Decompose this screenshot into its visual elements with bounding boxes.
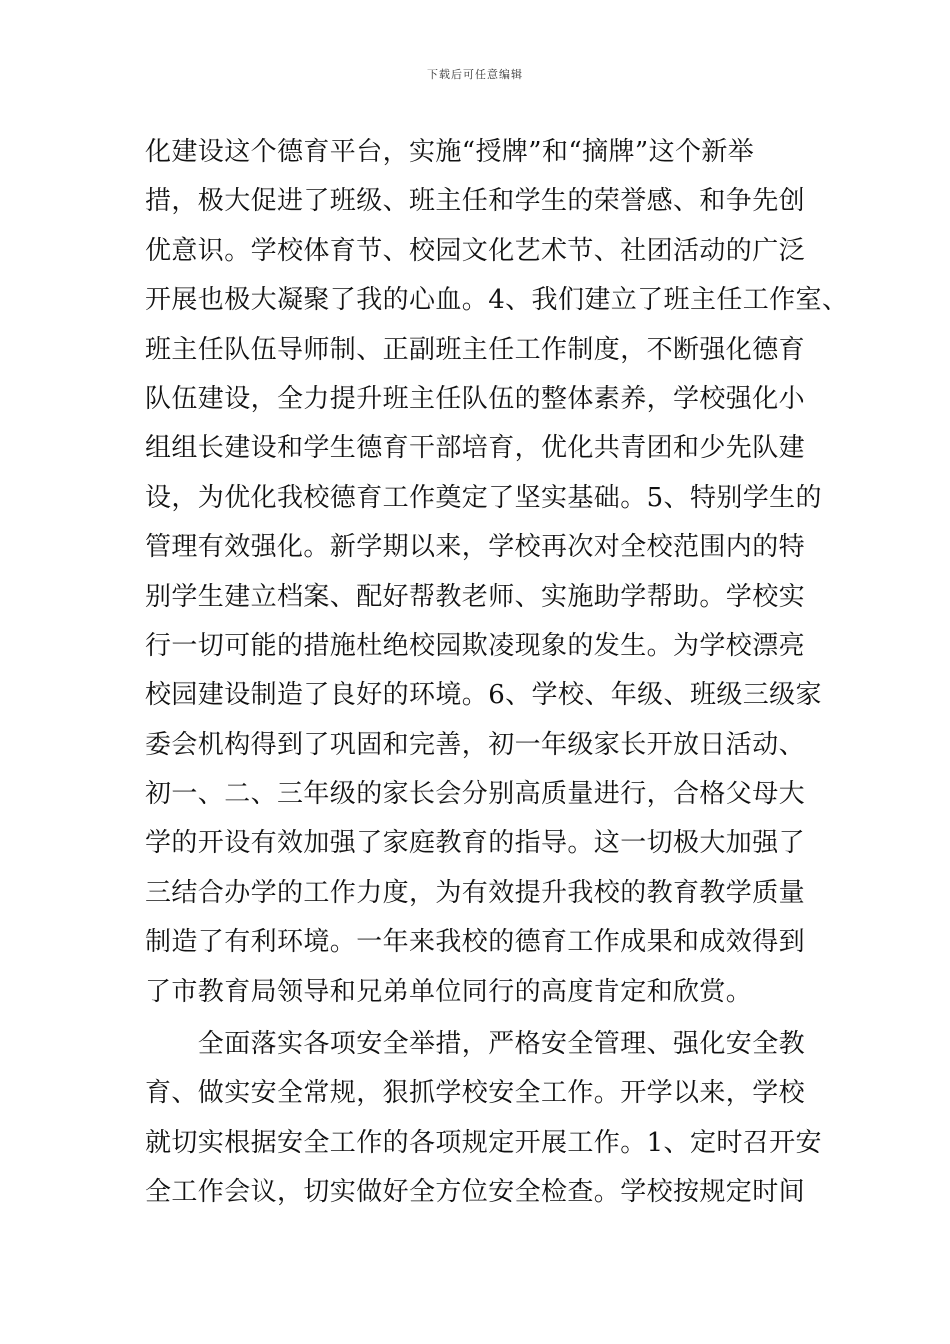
page-header: 下载后可任意编辑 — [427, 68, 523, 81]
text-line: 初一、二、三年级的家长会分别高质量进行，合格父母大 — [145, 779, 806, 810]
text-line: 组组长建设和学生德育干部培育，优化共青团和少先队建 — [145, 433, 806, 464]
text-line: 班主任队伍导师制、正副班主任工作制度，不断强化德育 — [145, 334, 806, 365]
text-line: 管理有效强化。新学期以来，学校再次对全校范围内的特 — [145, 532, 806, 563]
text-line: 三结合办学的工作力度，为有效提升我校的教育教学质量 — [145, 877, 806, 908]
text-line: 全面落实各项安全举措，严格安全管理、强化安全教 — [145, 1029, 806, 1060]
text-line: 育、做实安全常规，狠抓学校安全工作。开学以来，学校 — [145, 1078, 806, 1109]
text-line: 了市教育局领导和兄弟单位同行的高度肯定和欣赏。 — [145, 976, 753, 1007]
text-line: 队伍建设，全力提升班主任队伍的整体素养，学校强化小 — [145, 383, 806, 414]
paragraph-2 — [145, 1020, 825, 1218]
text-line: 开展也极大凝聚了我的心血。4、我们建立了班主任工作室、 — [145, 285, 849, 316]
text-line: 别学生建立档案、配好帮教老师、实施助学帮助。学校实 — [145, 581, 806, 612]
text-line: 全工作会议，切实做好全方位安全检查。学校按规定时间 — [145, 1177, 806, 1208]
text-line: 制造了有利环境。一年来我校的德育工作成果和成效得到 — [145, 927, 806, 958]
text-line: 校园建设制造了良好的环境。6、学校、年级、班级三级家 — [145, 680, 822, 711]
text-line: 委会机构得到了巩固和完善，初一年级家长开放日活动、 — [145, 729, 806, 760]
paragraph-1 — [145, 128, 849, 1017]
text-line: 就切实根据安全工作的各项规定开展工作。1、定时召开安 — [145, 1127, 822, 1158]
text-line: 化建设这个德育平台，实施“授牌”和“摘牌”这个新举 — [145, 137, 755, 167]
text-line: 设，为优化我校德育工作奠定了坚实基础。5、特别学生的 — [145, 482, 822, 513]
text-line: 行一切可能的措施杜绝校园欺凌现象的发生。为学校漂亮 — [145, 630, 806, 661]
document-body — [145, 128, 849, 1218]
text-line: 优意识。学校体育节、校园文化艺术节、社团活动的广泛 — [145, 235, 806, 266]
text-line: 学的开设有效加强了家庭教育的指导。这一切极大加强了 — [145, 828, 806, 859]
text-line: 措，极大促进了班级、班主任和学生的荣誉感、和争先创 — [145, 186, 806, 217]
